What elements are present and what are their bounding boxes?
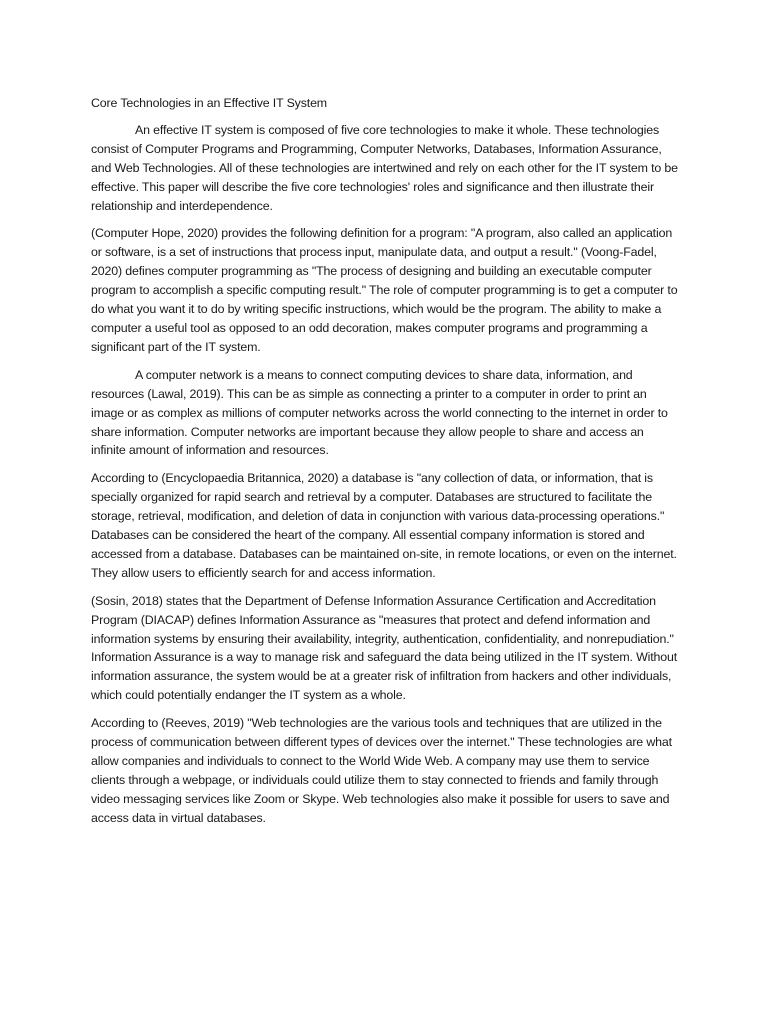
paragraph-web-technologies: According to (Reeves, 2019) "Web technologies are the various tools and techniques that are utilized in the process of communication between different types of devices over the internet." These technologies are what allow companies and individuals to connect to the World Wide Web. A company may use them to service clients through a webpage, or individuals could utilize them to stay connected to friends and family through video messaging services like Zoom or Skype. Web technologies also make it possible for users to save and access data in virtual databases. — [91, 716, 672, 825]
paragraph-intro: An effective IT system is composed of five core technologies to make it whole. These technologies consist of Computer Programs and Programming, Computer Networks, Databases, Information Assurance, and Web Technologies. All of these technologies are intertwined and rely on each other for the IT system to be effective. This paper will describe the five core technologies' roles and significance and then illustrate their relationship and interdependence. — [91, 122, 678, 213]
paragraph-information-assurance: (Sosin, 2018) states that the Department of Defense Information Assurance Certification and Accreditation Program (DIACAP) defines Information Assurance as "measures that protect and defend information and information systems by ensuring their availability, integrity, authentication, confidentiality, and nonrepudiation." Information Assurance is a way to manage risk and safeguard the data being utilized in the IT system. Without information assurance, the system would be at a greater risk of infiltration from hackers and other individuals, which could potentially endanger the IT system as a whole. — [91, 593, 678, 703]
document-title: Core Technologies in an Effective IT System — [91, 96, 327, 110]
document-body — [91, 94, 681, 837]
paragraph-programming: (Computer Hope, 2020) provides the following definition for a program: "A program, also called an application or software, is a set of instructions that process input, manipulate data, and output a result." (Voong-Fadel, 2020) defines computer programming as "The process of designing and building an executable computer program to accomplish a specific computing result." The role of computer programming is to get a computer to do what you want it to do by writing specific instructions, which would be the program. The ability to make a computer a useful tool as opposed to an odd decoration, makes computer programs and programming a significant part of the IT system. — [91, 226, 678, 354]
paragraph-networks: A computer network is a means to connect computing devices to share data, information, and resources (Lawal, 2019). This can be as simple as connecting a printer to a computer in order to print an image or as complex as millions of computer networks across the world connecting to the internet in order to share information. Computer networks are important because they allow people to share and access an infinite amount of information and resources. — [91, 367, 668, 458]
paragraph-databases: According to (Encyclopaedia Britannica, 2020) a database is "any collection of data, or information, that is specially organized for rapid search and retrieval by a computer. Databases are structured to facilitate the storage, retrieval, modification, and deletion of data in conjunction with various data-processing operations." Databases can be considered the heart of the company. All essential company information is stored and accessed from a database. Databases can be maintained on-site, in remote locations, or even on the internet. They allow users to efficiently search for and access information. — [91, 471, 677, 580]
